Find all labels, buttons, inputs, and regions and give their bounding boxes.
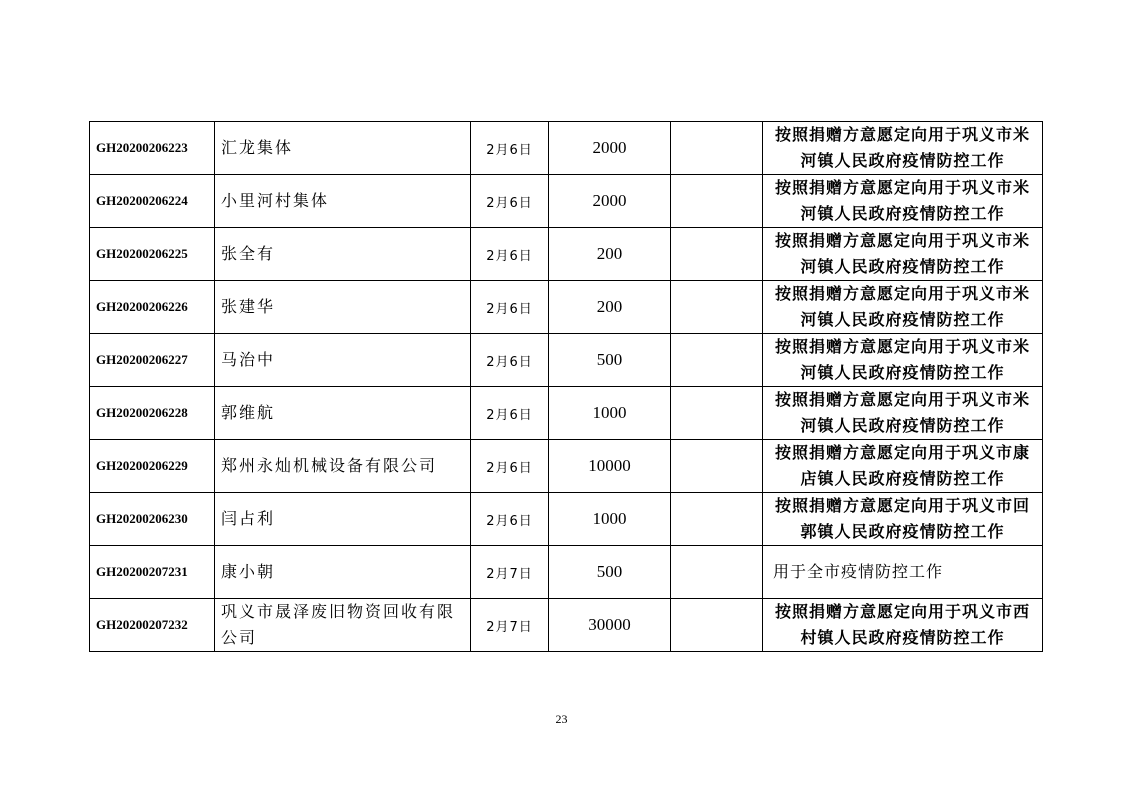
donor-name: 张建华 <box>215 281 471 334</box>
donation-date: 2月7日 <box>471 599 549 652</box>
donation-date: 2月6日 <box>471 122 549 175</box>
donation-purpose: 按照捐赠方意愿定向用于巩义市康店镇人民政府疫情防控工作 <box>763 440 1043 493</box>
donation-date: 2月6日 <box>471 493 549 546</box>
table-row <box>90 228 1043 281</box>
donation-amount: 500 <box>549 334 671 387</box>
donor-name: 马治中 <box>215 334 471 387</box>
donation-purpose: 按照捐赠方意愿定向用于巩义市米河镇人民政府疫情防控工作 <box>763 228 1043 281</box>
donor-name: 闫占利 <box>215 493 471 546</box>
page-number: 23 <box>555 712 568 726</box>
blank-cell <box>671 122 763 175</box>
donation-purpose: 按照捐赠方意愿定向用于巩义市米河镇人民政府疫情防控工作 <box>763 122 1043 175</box>
donation-id: GH20200206226 <box>90 281 215 334</box>
table-row <box>90 281 1043 334</box>
donation-purpose: 按照捐赠方意愿定向用于巩义市米河镇人民政府疫情防控工作 <box>763 175 1043 228</box>
donation-amount: 1000 <box>549 387 671 440</box>
donation-id: GH20200206223 <box>90 122 215 175</box>
blank-cell <box>671 175 763 228</box>
donation-amount: 2000 <box>549 122 671 175</box>
table-row <box>90 599 1043 652</box>
blank-cell <box>671 493 763 546</box>
donor-name: 郭维航 <box>215 387 471 440</box>
donation-date: 2月6日 <box>471 334 549 387</box>
donation-purpose: 按照捐赠方意愿定向用于巩义市回郭镇人民政府疫情防控工作 <box>763 493 1043 546</box>
donation-amount: 1000 <box>549 493 671 546</box>
blank-cell <box>671 387 763 440</box>
blank-cell <box>671 228 763 281</box>
donation-date: 2月6日 <box>471 440 549 493</box>
donation-id: GH20200206225 <box>90 228 215 281</box>
blank-cell <box>671 334 763 387</box>
table-row <box>90 546 1043 599</box>
donation-id: GH20200206230 <box>90 493 215 546</box>
blank-cell <box>671 546 763 599</box>
donation-purpose: 按照捐赠方意愿定向用于巩义市米河镇人民政府疫情防控工作 <box>763 281 1043 334</box>
donation-date: 2月6日 <box>471 281 549 334</box>
donor-name: 汇龙集体 <box>215 122 471 175</box>
donation-date: 2月6日 <box>471 175 549 228</box>
table-row <box>90 122 1043 175</box>
donation-date: 2月7日 <box>471 546 549 599</box>
donation-date: 2月6日 <box>471 228 549 281</box>
donation-amount: 500 <box>549 546 671 599</box>
table-row <box>90 334 1043 387</box>
donation-id: GH20200207232 <box>90 599 215 652</box>
blank-cell <box>671 281 763 334</box>
donation-id: GH20200206228 <box>90 387 215 440</box>
table-row <box>90 175 1043 228</box>
donation-amount: 200 <box>549 228 671 281</box>
donation-id: GH20200206227 <box>90 334 215 387</box>
donation-id: GH20200206224 <box>90 175 215 228</box>
donor-name: 小里河村集体 <box>215 175 471 228</box>
table-row <box>90 493 1043 546</box>
table-row <box>90 387 1043 440</box>
donor-name: 郑州永灿机械设备有限公司 <box>215 440 471 493</box>
donation-id: GH20200207231 <box>90 546 215 599</box>
donation-amount: 2000 <box>549 175 671 228</box>
donation-purpose: 按照捐赠方意愿定向用于巩义市西村镇人民政府疫情防控工作 <box>763 599 1043 652</box>
donor-name: 张全有 <box>215 228 471 281</box>
blank-cell <box>671 599 763 652</box>
table-row <box>90 440 1043 493</box>
blank-cell <box>671 440 763 493</box>
donation-amount: 30000 <box>549 599 671 652</box>
donation-purpose: 按照捐赠方意愿定向用于巩义市米河镇人民政府疫情防控工作 <box>763 334 1043 387</box>
donation-date: 2月6日 <box>471 387 549 440</box>
donation-table <box>89 121 1043 652</box>
donor-name: 康小朝 <box>215 546 471 599</box>
donation-id: GH20200206229 <box>90 440 215 493</box>
donation-purpose: 用于全市疫情防控工作 <box>763 546 1043 599</box>
donation-amount: 10000 <box>549 440 671 493</box>
donor-name: 巩义市晟泽废旧物资回收有限公司 <box>215 599 471 652</box>
donation-purpose: 按照捐赠方意愿定向用于巩义市米河镇人民政府疫情防控工作 <box>763 387 1043 440</box>
donation-amount: 200 <box>549 281 671 334</box>
